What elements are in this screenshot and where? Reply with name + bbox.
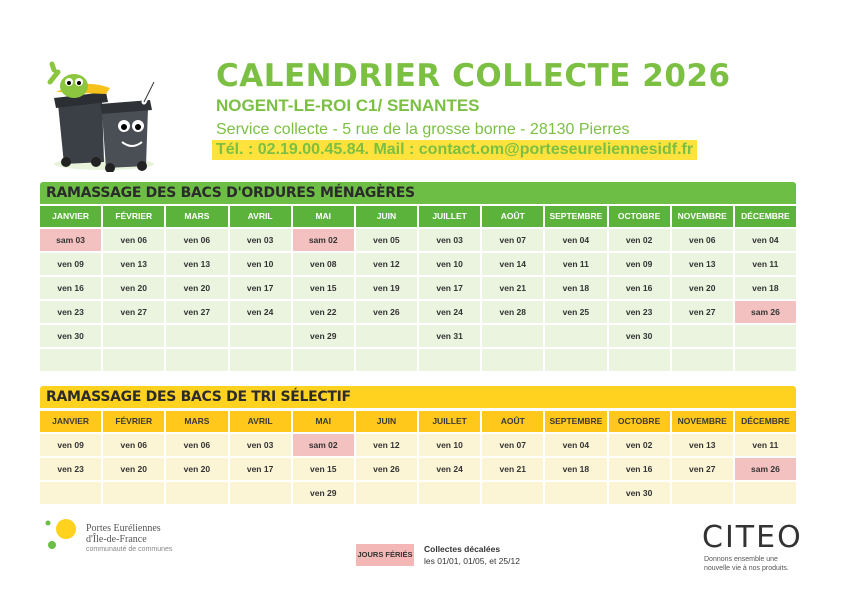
date-cell: ven 08 [293, 253, 354, 275]
date-cell: ven 27 [103, 301, 164, 323]
date-cell [482, 349, 543, 371]
date-cell: ven 17 [230, 277, 291, 299]
month-column [230, 206, 291, 371]
date-cell: ven 13 [166, 253, 227, 275]
month-column [609, 411, 670, 504]
date-cell: ven 11 [735, 434, 796, 456]
date-cell: ven 30 [40, 325, 101, 347]
date-cell: ven 06 [166, 229, 227, 251]
month-header: JUILLET [419, 206, 480, 227]
date-cell: ven 16 [40, 277, 101, 299]
date-cell: ven 26 [356, 301, 417, 323]
month-header: DÉCEMBRE [735, 411, 796, 432]
date-cell [103, 325, 164, 347]
ordures-section-title: RAMASSAGE DES BACS D'ORDURES MÉNAGÈRES [40, 182, 796, 204]
month-column [230, 411, 291, 504]
date-cell: ven 18 [545, 458, 606, 480]
holiday-legend-dates: les 01/01, 01/05, et 25/12 [424, 556, 520, 566]
month-header: OCTOBRE [609, 411, 670, 432]
date-cell: ven 27 [672, 301, 733, 323]
date-cell: ven 30 [609, 325, 670, 347]
month-column [293, 206, 354, 371]
date-cell: ven 20 [672, 277, 733, 299]
date-cell [735, 349, 796, 371]
portes-logo-line2: d'Île-de-France [86, 534, 147, 545]
month-column [672, 411, 733, 504]
date-cell [419, 482, 480, 504]
date-cell: ven 03 [230, 229, 291, 251]
month-header: MAI [293, 206, 354, 227]
date-cell: ven 20 [166, 458, 227, 480]
date-cell: ven 10 [419, 434, 480, 456]
month-column [293, 411, 354, 504]
tri-section-title: RAMASSAGE DES BACS DE TRI SÉLECTIF [40, 386, 796, 408]
date-cell [40, 482, 101, 504]
date-cell [419, 349, 480, 371]
month-column [545, 411, 606, 504]
holiday-date-cell: sam 03 [40, 229, 101, 251]
citeo-tagline-1: Donnons ensemble une [704, 556, 778, 563]
month-column [482, 206, 543, 371]
date-cell: ven 27 [166, 301, 227, 323]
holiday-date-cell: sam 26 [735, 301, 796, 323]
portes-logo-line1: Portes Euréliennes [86, 523, 161, 534]
month-column [609, 206, 670, 371]
date-cell: ven 04 [545, 229, 606, 251]
date-cell: ven 23 [609, 301, 670, 323]
month-header: DÉCEMBRE [735, 206, 796, 227]
date-cell: ven 17 [419, 277, 480, 299]
date-cell [356, 482, 417, 504]
date-cell: ven 09 [40, 434, 101, 456]
month-header: SEPTEMBRE [545, 411, 606, 432]
date-cell: ven 20 [103, 277, 164, 299]
ordures-calendar-grid [40, 206, 796, 371]
month-header: JANVIER [40, 206, 101, 227]
page-subtitle: NOGENT-LE-ROI C1/ SENANTES [216, 96, 480, 115]
date-cell [103, 482, 164, 504]
date-cell: ven 17 [230, 458, 291, 480]
date-cell: ven 06 [103, 229, 164, 251]
date-cell: ven 13 [672, 434, 733, 456]
date-cell: ven 11 [545, 253, 606, 275]
date-cell: ven 12 [356, 253, 417, 275]
month-column [482, 411, 543, 504]
date-cell: ven 13 [103, 253, 164, 275]
date-cell: ven 23 [40, 301, 101, 323]
month-header: JUIN [356, 411, 417, 432]
date-cell: ven 09 [609, 253, 670, 275]
contact-info: Tél. : 02.19.00.45.84. Mail : contact.om@porteseureliennesidf.fr [212, 140, 697, 160]
portes-eureliennes-logo [44, 515, 184, 559]
ordures-menageres-section [40, 182, 796, 371]
date-cell: ven 14 [482, 253, 543, 275]
date-cell: ven 20 [103, 458, 164, 480]
holiday-date-cell: sam 02 [293, 229, 354, 251]
portes-logo-line3: communauté de communes [86, 546, 173, 553]
date-cell: ven 16 [609, 458, 670, 480]
tri-selectif-section [40, 386, 796, 504]
date-cell: ven 18 [735, 277, 796, 299]
month-header: MARS [166, 411, 227, 432]
date-cell: ven 28 [482, 301, 543, 323]
date-cell: ven 30 [609, 482, 670, 504]
date-cell [672, 325, 733, 347]
month-header: FÉVRIER [103, 411, 164, 432]
month-column [356, 206, 417, 371]
date-cell: ven 09 [40, 253, 101, 275]
month-column [166, 411, 227, 504]
date-cell: ven 27 [672, 458, 733, 480]
date-cell: ven 24 [419, 458, 480, 480]
date-cell: ven 25 [545, 301, 606, 323]
month-column [103, 206, 164, 371]
month-header: AOÛT [482, 411, 543, 432]
date-cell: ven 11 [735, 253, 796, 275]
tri-calendar-grid [40, 411, 796, 504]
service-address: Service collecte - 5 rue de la grosse borne - 28130 Pierres [216, 121, 630, 138]
date-cell: ven 04 [545, 434, 606, 456]
month-column [545, 206, 606, 371]
month-header: AOÛT [482, 206, 543, 227]
page-title: CALENDRIER COLLECTE 2026 [216, 58, 731, 94]
holiday-legend-badge: JOURS FÉRIÉS [356, 544, 414, 566]
date-cell: ven 16 [609, 277, 670, 299]
date-cell [230, 349, 291, 371]
date-cell [40, 349, 101, 371]
date-cell: ven 29 [293, 482, 354, 504]
date-cell: ven 12 [356, 434, 417, 456]
month-column [166, 206, 227, 371]
date-cell [609, 349, 670, 371]
date-cell: ven 10 [419, 253, 480, 275]
holiday-date-cell: sam 02 [293, 434, 354, 456]
date-cell: ven 07 [482, 229, 543, 251]
date-cell: ven 19 [356, 277, 417, 299]
date-cell [735, 325, 796, 347]
date-cell: ven 23 [40, 458, 101, 480]
date-cell: ven 15 [293, 458, 354, 480]
date-cell [672, 482, 733, 504]
citeo-tagline-2: nouvelle vie à nos produits. [704, 565, 789, 572]
date-cell [230, 325, 291, 347]
date-cell [166, 349, 227, 371]
citeo-logo: CITEO [702, 520, 803, 555]
date-cell [166, 325, 227, 347]
date-cell: ven 22 [293, 301, 354, 323]
date-cell: ven 20 [166, 277, 227, 299]
date-cell [230, 482, 291, 504]
month-header: MARS [166, 206, 227, 227]
date-cell: ven 02 [609, 434, 670, 456]
date-cell: ven 21 [482, 277, 543, 299]
month-column [672, 206, 733, 371]
date-cell [356, 349, 417, 371]
date-cell: ven 03 [419, 229, 480, 251]
date-cell: ven 06 [672, 229, 733, 251]
date-cell [672, 349, 733, 371]
date-cell [545, 349, 606, 371]
holiday-legend-title: Collectes décalées [424, 544, 501, 554]
month-column [103, 411, 164, 504]
month-column [419, 411, 480, 504]
date-cell: ven 13 [672, 253, 733, 275]
date-cell: ven 24 [419, 301, 480, 323]
date-cell: ven 03 [230, 434, 291, 456]
month-header: MAI [293, 411, 354, 432]
date-cell: ven 04 [735, 229, 796, 251]
date-cell: ven 26 [356, 458, 417, 480]
date-cell: ven 06 [166, 434, 227, 456]
month-header: NOVEMBRE [672, 411, 733, 432]
month-column [735, 411, 796, 504]
month-header: AVRIL [230, 206, 291, 227]
date-cell: ven 10 [230, 253, 291, 275]
bins-mascot-illustration [44, 42, 164, 172]
date-cell [356, 325, 417, 347]
date-cell [482, 482, 543, 504]
month-header: FÉVRIER [103, 206, 164, 227]
date-cell: ven 02 [609, 229, 670, 251]
month-header: SEPTEMBRE [545, 206, 606, 227]
date-cell: ven 29 [293, 325, 354, 347]
month-header: JANVIER [40, 411, 101, 432]
date-cell: ven 06 [103, 434, 164, 456]
date-cell: ven 31 [419, 325, 480, 347]
date-cell [545, 482, 606, 504]
month-header: NOVEMBRE [672, 206, 733, 227]
month-column [735, 206, 796, 371]
date-cell [545, 325, 606, 347]
month-header: JUIN [356, 206, 417, 227]
month-header: JUILLET [419, 411, 480, 432]
date-cell [103, 349, 164, 371]
date-cell: ven 24 [230, 301, 291, 323]
month-column [356, 411, 417, 504]
date-cell: ven 07 [482, 434, 543, 456]
date-cell [735, 482, 796, 504]
date-cell: ven 18 [545, 277, 606, 299]
date-cell [166, 482, 227, 504]
date-cell: ven 15 [293, 277, 354, 299]
month-header: AVRIL [230, 411, 291, 432]
date-cell [482, 325, 543, 347]
month-column [40, 411, 101, 504]
date-cell [293, 349, 354, 371]
date-cell: ven 05 [356, 229, 417, 251]
holiday-date-cell: sam 26 [735, 458, 796, 480]
portes-logo-icon [44, 515, 78, 555]
month-column [419, 206, 480, 371]
month-column [40, 206, 101, 371]
date-cell: ven 21 [482, 458, 543, 480]
month-header: OCTOBRE [609, 206, 670, 227]
